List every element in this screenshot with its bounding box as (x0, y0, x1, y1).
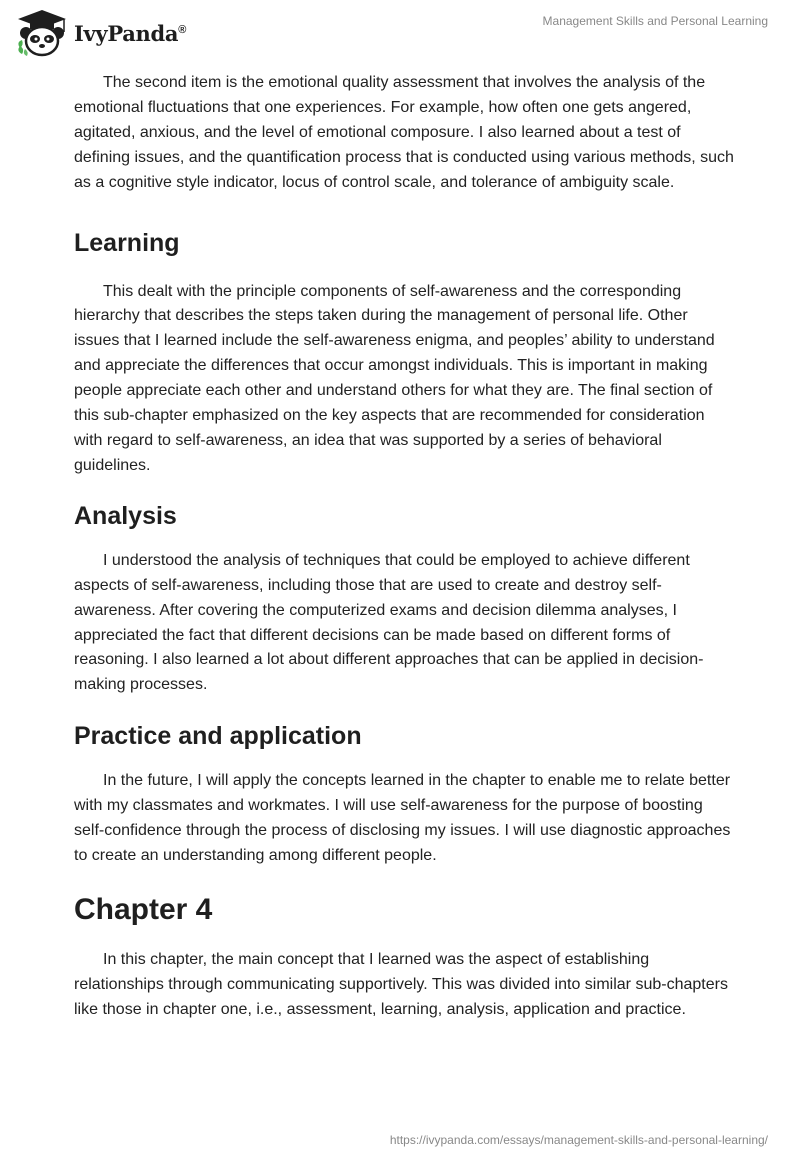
heading-analysis: Analysis (74, 501, 177, 530)
logo-wordmark (74, 21, 186, 46)
logo-registered-mark: ® (178, 23, 187, 36)
ivypanda-logo[interactable] (14, 8, 186, 58)
paragraph-practice: In the future, I will apply the concepts learned in the chapter to enable me to relate better with my classmates and workmates. I will use self-awareness for the purpose of boosting self-confidence through the process of disclosing my issues. I will use diagnostic approaches to create an understanding among different people. (74, 772, 731, 864)
heading-practice-application: Practice and application (74, 722, 362, 751)
essay-content (74, 71, 734, 1023)
paragraph-emotional-assessment: The second item is the emotional quality assessment that involves the analysis of the emotional fluctuations that one experiences. For example, how often one gets angered, agitated, anxious, and the level of emotional composure. I also learned about a test of defining issues, and the quantification process that is conducted using various methods, such as a cognitive style indicator, locus of control scale, and tolerance of ambiguity scale. (74, 74, 734, 191)
page-header (0, 0, 800, 70)
logo-name: IvyPanda (74, 20, 179, 46)
panda-graduate-icon (14, 8, 70, 58)
heading-learning: Learning (74, 228, 180, 257)
document-title: Management Skills and Personal Learning (542, 14, 768, 28)
paragraph-learning: This dealt with the principle components of self-awareness and the corresponding hierarchy that describes the steps taken during the management of personal life. Other issues that I learned include the self-awareness enigma, and peoples’ ability to understand and appreciate the differences that occur amongst individuals. This is important in making people appreciate each other and understand others for what they are. The final section of this sub-chapter emphasized on the key aspects that are recommended for consideration with regard to self-awareness, an idea that was supported by a series of behavioral guidelines. (74, 282, 715, 474)
paragraph-analysis: I understood the analysis of techniques that could be employed to achieve different aspects of self-awareness, including those that are used to create and destroy self-awareness. After covering the computerized exams and decision dilemma analyses, I appreciated the fact that different decisions can be made based on different forms of reasoning. I also learned a lot about different approaches that can be applied in decision-making processes. (74, 551, 704, 694)
heading-chapter-4: Chapter 4 (74, 892, 213, 926)
source-url[interactable]: https://ivypanda.com/essays/management-skills-and-personal-learning/ (389, 1133, 768, 1147)
paragraph-chapter-4: In this chapter, the main concept that I learned was the aspect of establishing relationships through communicating supportively. This was divided into similar sub-chapters like those in chapter one, i.e., assessment, learning, analysis, application and practice. (74, 950, 728, 1018)
